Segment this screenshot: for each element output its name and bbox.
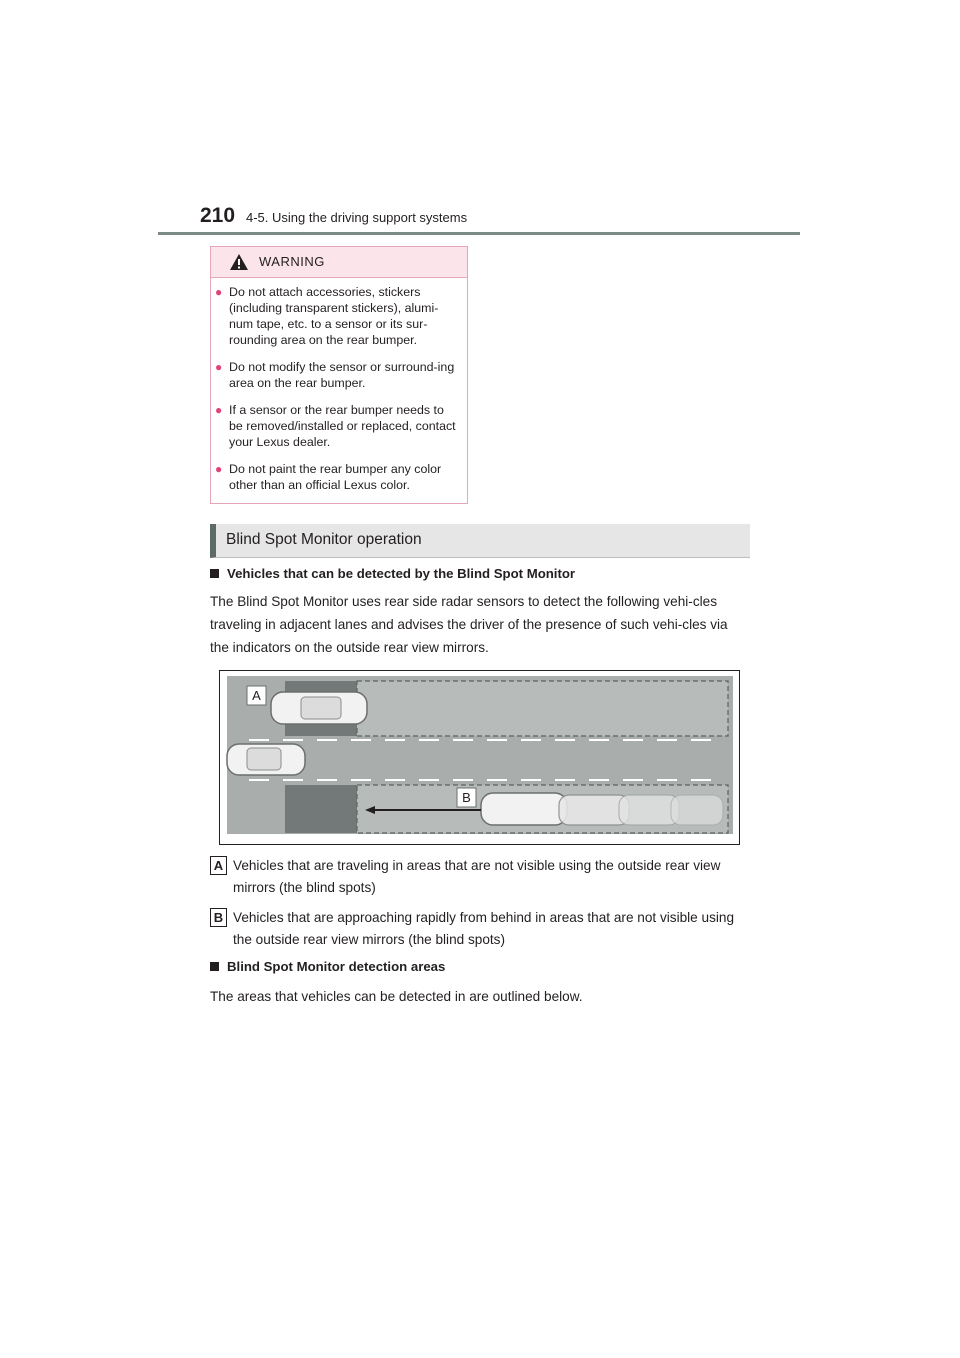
header-rule [158,232,800,235]
diagram-label-a: A [252,688,261,703]
warning-box [210,246,468,504]
page-number: 210 [200,204,236,227]
warning-triangle-icon [229,253,249,271]
own-vehicle-icon [227,744,305,775]
warning-item-text: Do not attach accessories, stickers (including transparent stickers), alumi-num tape, etc. to a sensor or its sur-rounding area on the rear bumper. [229,285,439,347]
subheading-detected-vehicles [210,566,575,581]
warning-item-text: If a sensor or the rear bumper needs to be removed/installed or replaced, contact your Lexus dealer. [229,403,456,449]
vehicle-b-icon [481,793,723,825]
bullet-icon: ● [215,285,223,299]
warning-item [211,359,459,391]
warning-item-text: Do not paint the rear bumper any color other than an official Lexus color. [229,462,442,492]
legend-item-a [210,855,750,901]
warning-item [211,402,459,450]
square-bullet-icon [210,962,219,971]
bullet-icon: ● [215,403,223,417]
warning-header [211,247,467,278]
bullet-icon: ● [215,462,223,476]
legend-label-a: A [210,856,227,875]
diagram-label-b: B [462,790,471,805]
legend-item-b [210,907,750,953]
subheading-detection-areas [210,959,445,974]
subheading-text: Vehicles that can be detected by the Blind Spot Monitor [227,566,576,581]
warning-item [211,284,459,348]
body-paragraph: The areas that vehicles can be detected in are outlined below. [210,989,583,1004]
section-title: Blind Spot Monitor operation [226,531,422,548]
bullet-icon: ● [215,360,223,374]
section-bar [210,524,750,558]
vehicle-a-icon [271,692,367,724]
legend-text-a: Vehicles that are traveling in areas that are not visible using the outside rear view mirrors (the blind spots) [233,858,721,895]
running-header: 4-5. Using the driving support systems [246,210,468,225]
warning-list [211,278,467,493]
subheading-text: Blind Spot Monitor detection areas [227,959,446,974]
legend-text-b: Vehicles that are approaching rapidly from behind in areas that are not visible using the outside rear view mirrors (the blind spots) [233,910,735,947]
warning-item-text: Do not modify the sensor or surround-ing area on the rear bumper. [229,360,455,390]
square-bullet-icon [210,569,219,578]
blind-spot-diagram [219,670,740,845]
warning-title: WARNING [259,254,325,269]
legend-label-b: B [210,908,227,927]
body-paragraph: The Blind Spot Monitor uses rear side radar sensors to detect the following vehi-cles traveling in adjacent lanes and advises the driver of the presence of such vehi-cles via the indicators on the outside rear view mirrors. [210,594,728,655]
warning-item [211,461,459,493]
